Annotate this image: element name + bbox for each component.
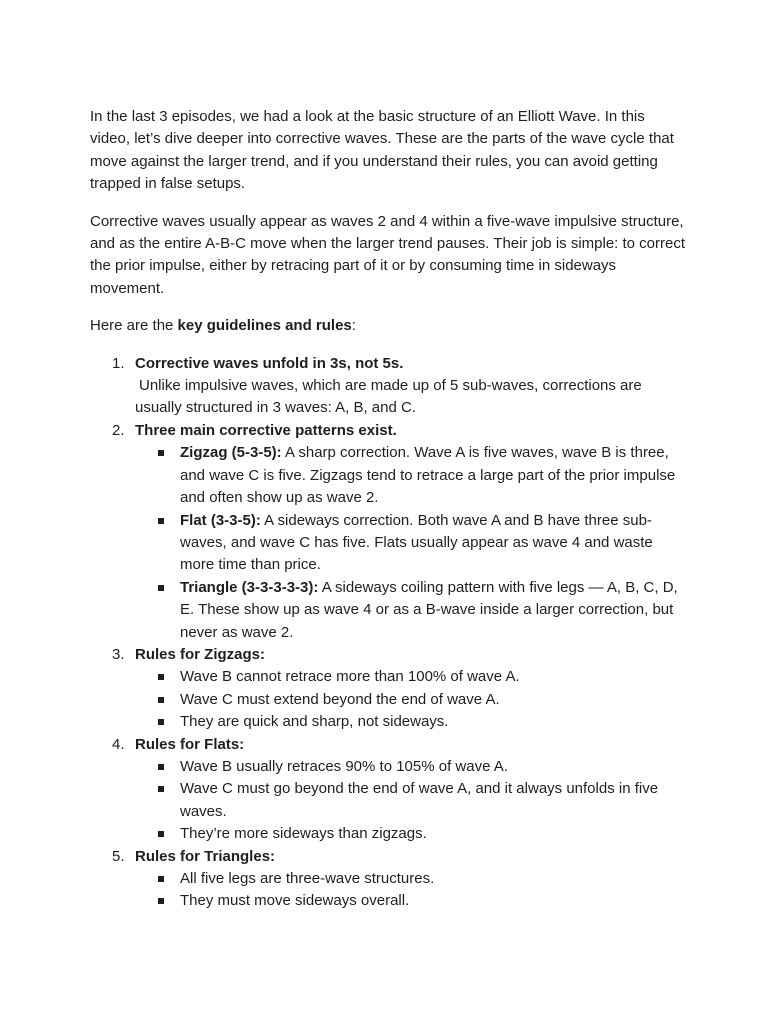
- sub-item-text: All five legs are three-wave structures.: [180, 870, 435, 887]
- list-item: [90, 420, 686, 644]
- intro-paragraph-3: [90, 315, 686, 337]
- list-number: 3.: [112, 645, 125, 663]
- sub-list: [135, 756, 686, 846]
- list-item-title: Rules for Triangles:: [135, 847, 276, 865]
- sub-item-text: A sideways correction. Both wave A and B have three sub-waves, and wave C has five. Flats usually appear as wave 4 and waste more time than price.: [180, 511, 653, 574]
- sub-item-text: Wave C must go beyond the end of wave A, and it always unfolds in five waves.: [180, 780, 659, 820]
- sub-item-text: Wave B cannot retrace more than 100% of wave A.: [180, 668, 520, 686]
- square-bullet-icon: [158, 585, 164, 591]
- sub-list-item: [135, 510, 686, 577]
- list-number: 2.: [112, 421, 125, 439]
- square-bullet-icon: [158, 518, 164, 524]
- sub-item-text: A sideways coiling pattern with five legs — A, B, C, D, E. These show up as wave 4 or as a B-wave inside a larger correction, but never as wave 2.: [180, 578, 678, 641]
- intro-suffix: :: [351, 317, 356, 335]
- sub-list: [135, 666, 686, 733]
- list-item-title: Corrective waves unfold in 3s, not 5s.: [135, 354, 404, 372]
- square-bullet-icon: [158, 719, 164, 725]
- list-item: [90, 644, 686, 734]
- intro-bold: key guidelines and rules: [177, 317, 352, 335]
- square-bullet-icon: [158, 697, 164, 703]
- sub-list-item: [135, 823, 686, 845]
- intro-paragraph-1: In the last 3 episodes, we had a look at the basic structure of an Elliott Wave. In this video, let’s dive deeper into corrective waves. These are the parts of the wave cycle that move against the larger trend, and if you understand their rules, you can avoid getting trapped in false setups.: [90, 108, 674, 193]
- intro-paragraph-2: Corrective waves usually appear as waves 2 and 4 within a five-wave impulsive structure, and as the entire A-B-C move when the larger trend pauses. Their job is simple: to correct the prior impulse, either by retracing part of it or by consuming time in sideways movement.: [90, 212, 686, 297]
- sub-list-item: [135, 756, 686, 778]
- list-item-title: Three main corrective patterns exist.: [135, 421, 397, 439]
- sub-item-text: Wave B usually retraces 90% to 105% of wave A.: [180, 757, 508, 775]
- document-page: [90, 106, 686, 913]
- sub-list-item: [135, 868, 686, 890]
- sub-list-item: [135, 711, 686, 733]
- square-bullet-icon: [158, 898, 164, 904]
- list-item-title: Rules for Flats:: [135, 735, 245, 753]
- square-bullet-icon: [158, 450, 164, 456]
- sub-item-text: They must move sideways overall.: [180, 892, 410, 910]
- sub-item-text: A sharp correction. Wave A is five waves, wave B is three, and wave C is five. Zigzags tend to retrace a large part of the prior impulse and often show up as wave 2.: [180, 444, 676, 507]
- sub-item-text: They’re more sideways than zigzags.: [180, 825, 427, 843]
- list-item-body: Unlike impulsive waves, which are made up of 5 sub-waves, corrections are usually structured in 3 waves: A, B, and C.: [135, 377, 642, 417]
- list-number: 4.: [112, 735, 125, 753]
- list-item: [90, 353, 686, 420]
- list-number: 1.: [112, 354, 125, 372]
- sub-item-bold: Flat (3-3-5):: [180, 511, 261, 529]
- sub-list-item: [135, 689, 686, 711]
- sub-list: [135, 442, 686, 644]
- sub-list-item: [135, 778, 686, 823]
- square-bullet-icon: [158, 831, 164, 837]
- sub-item-bold: Triangle (3-3-3-3-3):: [180, 578, 319, 596]
- list-item-title: Rules for Zigzags:: [135, 645, 266, 663]
- square-bullet-icon: [158, 786, 164, 792]
- list-number: 5.: [112, 847, 125, 865]
- sub-item-text: Wave C must extend beyond the end of wave A.: [180, 690, 500, 708]
- sub-list: [135, 868, 686, 913]
- square-bullet-icon: [158, 674, 164, 680]
- square-bullet-icon: [158, 876, 164, 882]
- sub-list-item: [135, 666, 686, 688]
- sub-item-text: They are quick and sharp, not sideways.: [180, 713, 449, 731]
- sub-list-item: [135, 577, 686, 644]
- sub-list-item: [135, 890, 686, 912]
- intro-prefix: Here are the: [90, 317, 178, 335]
- rules-list: [90, 353, 686, 913]
- list-item: [90, 734, 686, 846]
- square-bullet-icon: [158, 764, 164, 770]
- sub-item-bold: Zigzag (5-3-5):: [180, 444, 282, 462]
- sub-list-item: [135, 442, 686, 509]
- list-item: [90, 846, 686, 913]
